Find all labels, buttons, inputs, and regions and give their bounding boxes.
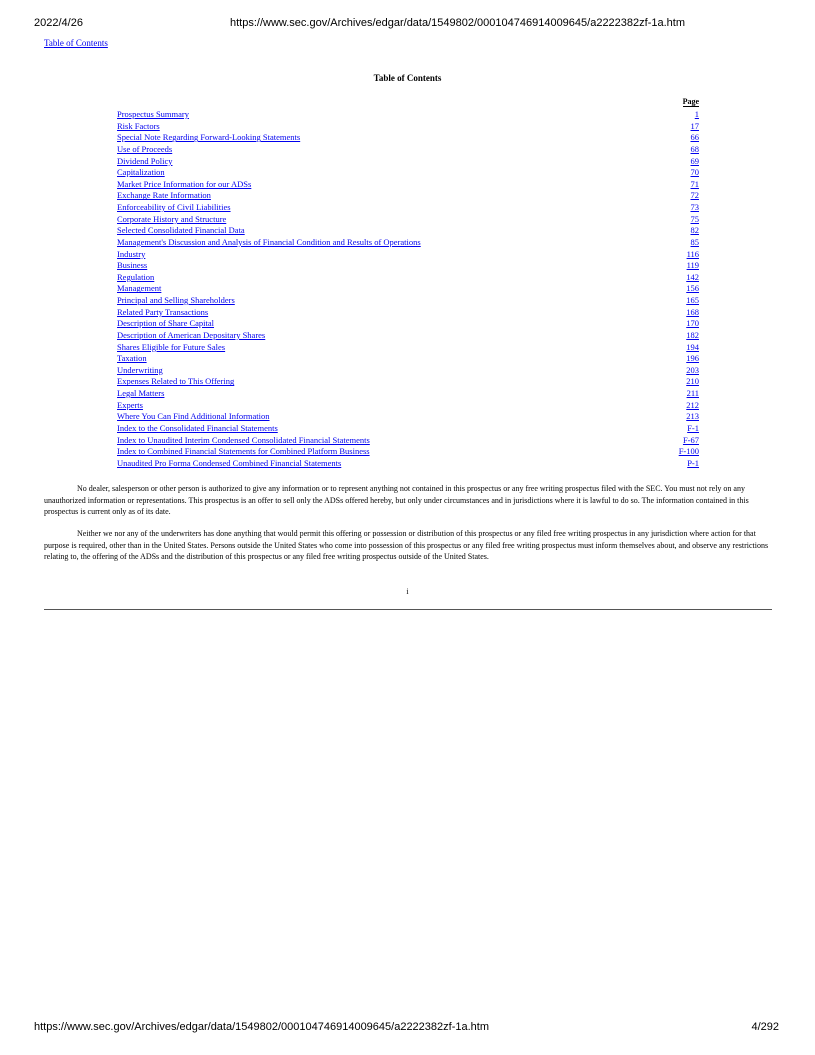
toc-page-link[interactable]: 194 <box>686 341 699 352</box>
toc-page-link[interactable]: 66 <box>690 132 699 143</box>
toc-page-link[interactable]: 168 <box>686 306 699 317</box>
toc-row <box>117 376 699 388</box>
toc-page-link[interactable]: 73 <box>690 202 699 212</box>
toc-page-link[interactable]: 211 <box>686 388 699 398</box>
toc-row <box>117 330 699 342</box>
toc-page-link[interactable]: F-100 <box>678 446 699 457</box>
toc-entry-link[interactable]: Principal and Selling Shareholders <box>117 295 235 305</box>
toc-row <box>117 214 699 226</box>
toc-row <box>117 179 699 191</box>
print-header-url: https://www.sec.gov/Archives/edgar/data/1549802/000104746914009645/a2222382zf-1a.htm <box>230 17 685 29</box>
toc-page-link[interactable]: 212 <box>686 399 699 410</box>
toc-entry-link[interactable]: Market Price Information for our ADSs <box>117 178 252 189</box>
toc-page-link[interactable]: 17 <box>690 120 699 131</box>
toc-page-link[interactable]: 203 <box>686 364 699 375</box>
toc-entry-link[interactable]: Use of Proceeds <box>117 143 173 154</box>
toc-entry-link[interactable]: Exchange Rate Information <box>117 190 211 201</box>
toc-entry-link[interactable]: Business <box>117 260 148 271</box>
toc-entry-link[interactable]: Dividend Policy <box>117 155 173 166</box>
toc-page-link[interactable]: P-1 <box>687 457 699 468</box>
toc-entry-link[interactable]: Legal Matters <box>117 388 165 398</box>
toc-entry-link[interactable]: Description of Share Capital <box>117 318 215 329</box>
toc-entry-link[interactable]: Corporate History and Structure <box>117 213 227 224</box>
toc-row <box>117 318 699 330</box>
toc-page-link[interactable]: 196 <box>686 353 699 364</box>
toc-page-link[interactable]: 116 <box>686 248 699 259</box>
toc-row <box>117 132 699 144</box>
toc-row <box>117 190 699 202</box>
toc-row <box>117 109 699 121</box>
toc-page-link[interactable]: 69 <box>690 155 699 166</box>
print-page-count: 4/292 <box>751 1021 779 1033</box>
toc-entry-link[interactable]: Taxation <box>117 353 147 364</box>
toc-entry-link[interactable]: Where You Can Find Additional Information <box>117 411 270 422</box>
toc-entry-link[interactable]: Prospectus Summary <box>117 109 190 119</box>
toc-entry-link[interactable]: Management's Discussion and Analysis of Financial Condition and Results of Operations <box>117 236 421 247</box>
toc-page-link[interactable]: 119 <box>686 260 699 271</box>
toc-row <box>117 423 699 435</box>
toc-page-link[interactable]: F-1 <box>687 422 699 433</box>
toc-row <box>117 260 699 272</box>
toc-entry-link[interactable]: Industry <box>117 248 146 259</box>
toc-row <box>117 202 699 214</box>
toc-row <box>117 225 699 237</box>
toc-row <box>117 388 699 400</box>
toc-entry-link[interactable]: Shares Eligible for Future Sales <box>117 341 226 352</box>
toc-page-link[interactable]: 182 <box>686 329 699 340</box>
toc-entry-link[interactable]: Enforceability of Civil Liabilities <box>117 202 231 212</box>
toc-entry-link[interactable]: Index to Combined Financial Statements for Combined Platform Business <box>117 446 370 457</box>
toc-row <box>117 307 699 319</box>
toc-page-link[interactable]: 170 <box>686 318 699 329</box>
disclaimer-paragraph-1: No dealer, salesperson or other person is authorized to give any information or to represent anything not contained in this prospectus or any free writing prospectus filed with the SEC. You must not rely on any unauthorized information or representations. This prospectus is an offer to sell only the ADSs offered hereby, but only under circumstances and in jurisdictions where it is lawful to do so. The information contained in this prospectus is current only as of its date. <box>44 484 749 516</box>
toc-page-link[interactable]: 1 <box>694 109 699 119</box>
toc-row <box>117 342 699 354</box>
toc-page-link[interactable]: 210 <box>686 376 699 387</box>
toc-list <box>117 109 699 469</box>
page-column-header: Page <box>682 97 699 106</box>
toc-entry-link[interactable]: Index to the Consolidated Financial Statements <box>117 422 278 433</box>
toc-page-link[interactable]: 156 <box>686 283 699 294</box>
toc-page-link[interactable]: 142 <box>686 271 699 282</box>
toc-entry-link[interactable]: Related Party Transactions <box>117 306 209 317</box>
print-date: 2022/4/26 <box>34 17 83 29</box>
toc-entry-link[interactable]: Index to Unaudited Interim Condensed Consolidated Financial Statements <box>117 434 370 445</box>
toc-row <box>117 365 699 377</box>
print-footer-url: https://www.sec.gov/Archives/edgar/data/1549802/000104746914009645/a2222382zf-1a.htm <box>34 1021 489 1033</box>
toc-entry-link[interactable]: Unaudited Pro Forma Condensed Combined Financial Statements <box>117 457 342 468</box>
toc-page-link[interactable]: 85 <box>690 236 699 247</box>
disclaimer-paragraph-2: Neither we nor any of the underwriters has done anything that would permit this offering or possession or distribution of this prospectus or any filed free writing prospectus in any jurisdiction where action for that purpose is required, other than in the United States. Persons outside the United States who come into possession of this prospectus or any filed free writing prospectus must inform themselves about, and observe any restrictions relating to, the offering of the ADSs and the distribution of this prospectus or any filed free writing prospectus outside of the United States. <box>44 529 769 561</box>
page-number: i <box>406 587 409 596</box>
toc-row <box>117 458 699 470</box>
toc-entry-link[interactable]: Underwriting <box>117 364 163 375</box>
toc-row <box>117 272 699 284</box>
toc-page-link[interactable]: 75 <box>690 213 699 224</box>
toc-row <box>117 435 699 447</box>
toc-entry-link[interactable]: Selected Consolidated Financial Data <box>117 225 245 236</box>
page-divider <box>44 609 772 610</box>
toc-row <box>117 156 699 168</box>
toc-row <box>117 144 699 156</box>
toc-entry-link[interactable]: Risk Factors <box>117 120 160 131</box>
toc-page-link[interactable]: 70 <box>690 167 699 178</box>
table-of-contents-link[interactable]: Table of Contents <box>44 38 108 48</box>
toc-row <box>117 353 699 365</box>
toc-row <box>117 446 699 458</box>
toc-page-link[interactable]: 72 <box>690 190 699 201</box>
toc-page-link[interactable]: 213 <box>686 411 699 422</box>
toc-entry-link[interactable]: Capitalization <box>117 167 165 178</box>
toc-page-link[interactable]: F-67 <box>682 434 699 445</box>
toc-row <box>117 249 699 261</box>
toc-row <box>117 121 699 133</box>
toc-page-link[interactable]: 165 <box>686 295 699 305</box>
toc-row <box>117 400 699 412</box>
toc-entry-link[interactable]: Expenses Related to This Offering <box>117 376 235 387</box>
toc-title: Table of Contents <box>373 73 442 83</box>
toc-entry-link[interactable]: Description of American Depositary Shares <box>117 329 266 340</box>
toc-page-link[interactable]: 71 <box>690 178 699 189</box>
toc-row <box>117 237 699 249</box>
toc-page-link[interactable]: 68 <box>690 143 699 154</box>
toc-row <box>117 167 699 179</box>
toc-entry-link[interactable]: Special Note Regarding Forward-Looking Statements <box>117 132 301 143</box>
toc-row <box>117 295 699 307</box>
toc-entry-link[interactable]: Management <box>117 283 162 294</box>
toc-row <box>117 283 699 295</box>
toc-entry-link[interactable]: Experts <box>117 399 143 410</box>
toc-entry-link[interactable]: Regulation <box>117 271 155 282</box>
toc-row <box>117 411 699 423</box>
toc-page-link[interactable]: 82 <box>690 225 699 236</box>
